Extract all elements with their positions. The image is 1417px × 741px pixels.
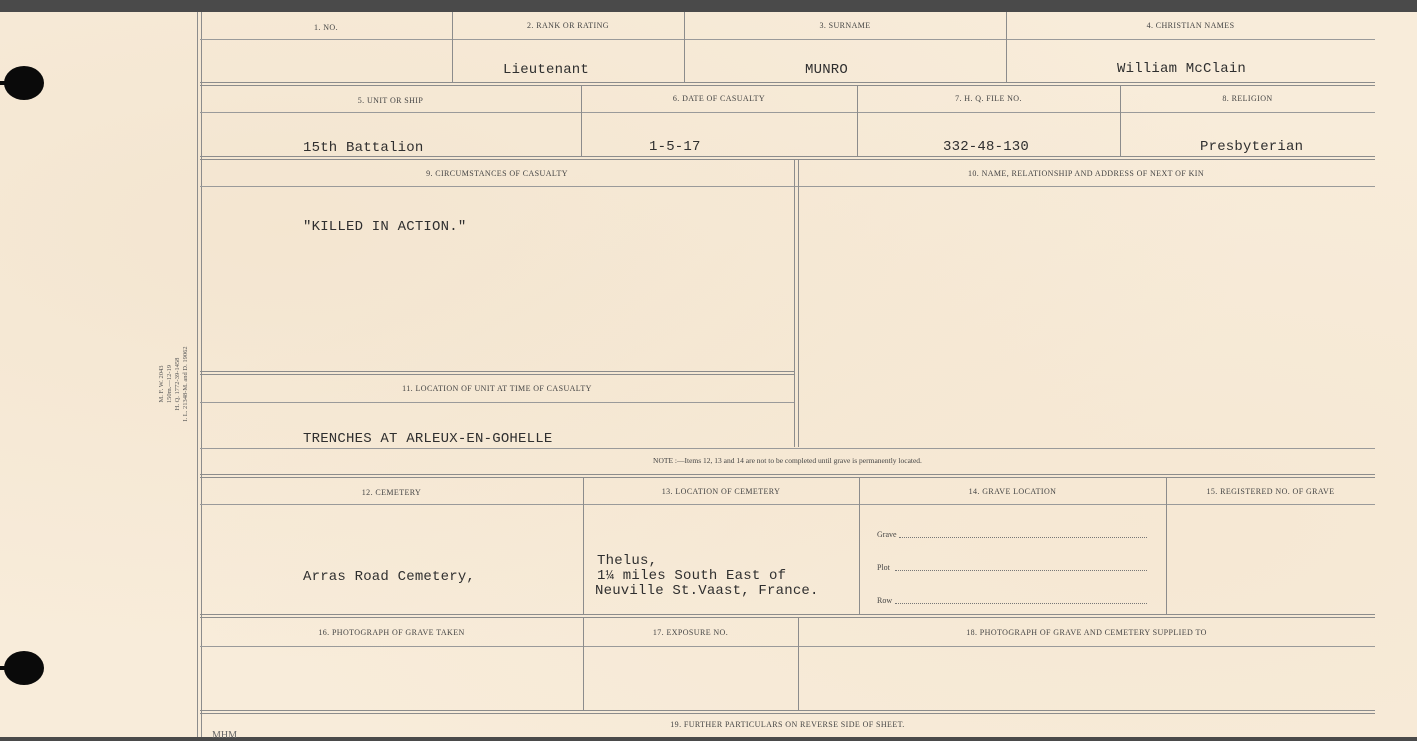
divider — [200, 112, 1375, 113]
divider — [200, 504, 1375, 505]
divider — [200, 156, 1375, 160]
divider — [200, 186, 1375, 187]
note-text: NOTE :—Items 12, 13 and 14 are not to be completed until grave is permanently located. — [653, 456, 922, 465]
label-registered-no: 15. REGISTERED NO. OF GRAVE — [1206, 487, 1335, 496]
divider — [859, 478, 860, 614]
punch-hole-bottom — [4, 651, 44, 685]
label-location-of-cemetery: 13. LOCATION OF CEMETERY — [661, 487, 781, 496]
label-religion: 8. RELIGION — [1222, 94, 1273, 103]
divider — [200, 39, 1375, 40]
divider — [200, 710, 1375, 714]
divider — [583, 478, 584, 614]
label-photo-taken: 16. PHOTOGRAPH OF GRAVE TAKEN — [318, 628, 465, 637]
divider — [200, 82, 1375, 86]
divider — [200, 402, 794, 403]
imprint-line: 150m.—12-19 — [166, 364, 173, 404]
label-location-of-unit: 11. LOCATION OF UNIT AT TIME OF CASUALTY — [402, 384, 592, 393]
value-cemetery-location-line: Thelus, — [597, 553, 658, 569]
plot-blank — [895, 570, 1147, 571]
value-religion: Presbyterian — [1200, 139, 1304, 155]
value-date: 1-5-17 — [649, 139, 701, 155]
label-circumstances: 9. CIRCUMSTANCES OF CASUALTY — [426, 169, 568, 178]
label-grave: Grave — [877, 530, 897, 539]
label-no: 1. NO. — [314, 23, 338, 32]
label-grave-location: 14. GRAVE LOCATION — [968, 487, 1057, 496]
divider — [200, 646, 1375, 647]
label-date: 6. DATE OF CASUALTY — [672, 94, 766, 103]
label-row: Row — [877, 596, 893, 605]
value-surname: MUNRO — [805, 62, 849, 78]
punch-hole-top — [4, 66, 44, 100]
value-location-of-unit: TRENCHES AT ARLEUX-EN-GOHELLE — [303, 431, 553, 447]
divider — [1166, 478, 1167, 614]
imprint-line: M. F. W. 2043 — [158, 365, 165, 403]
label-rank: 2. RANK OR RATING — [527, 21, 609, 30]
label-next-of-kin: 10. NAME, RELATIONSHIP AND ADDRESS OF NEXT OF KIN — [967, 169, 1205, 178]
value-rank: Lieutenant — [503, 62, 590, 78]
label-plot: Plot — [877, 563, 890, 572]
printer-imprint — [158, 324, 198, 444]
value-christian-names: William McClain — [1117, 61, 1247, 77]
grave-blank — [899, 537, 1147, 538]
value-cemetery: Arras Road Cemetery, — [303, 569, 476, 585]
label-cemetery: 12. CEMETERY — [361, 488, 422, 497]
divider — [794, 159, 799, 447]
imprint-line: H. Q. 1772-39-1458 — [174, 357, 181, 411]
label-surname: 3. SURNAME — [819, 21, 871, 30]
row-blank — [895, 603, 1147, 604]
value-cemetery-location-line: 1¼ miles South East of — [597, 568, 787, 584]
label-christian-names: 4. CHRISTIAN NAMES — [1146, 21, 1235, 30]
label-file-no: 7. H. Q. FILE NO. — [955, 94, 1022, 103]
label-further-particulars: 19. FURTHER PARTICULARS ON REVERSE SIDE OF SHEET. — [670, 720, 905, 729]
label-unit: 5. UNIT OR SHIP — [357, 96, 424, 105]
label-photo-supplied: 18. PHOTOGRAPH OF GRAVE AND CEMETERY SUPPLIED TO — [966, 628, 1207, 637]
label-exposure-no: 17. EXPOSURE NO. — [652, 628, 729, 637]
imprint-line: I. L. 21348-M. and D. 19062 — [182, 346, 189, 422]
value-circumstances: "KILLED IN ACTION." — [303, 219, 467, 235]
divider — [200, 474, 1375, 478]
casualty-form — [197, 12, 1375, 741]
divider — [200, 614, 1375, 618]
value-file-no: 332-48-130 — [943, 139, 1030, 155]
value-cemetery-location-line: Neuville St.Vaast, France. — [595, 583, 819, 599]
divider — [200, 448, 1375, 449]
divider — [200, 371, 794, 375]
clerk-initials: MHM — [212, 730, 238, 741]
value-unit: 15th Battalion — [303, 140, 424, 156]
